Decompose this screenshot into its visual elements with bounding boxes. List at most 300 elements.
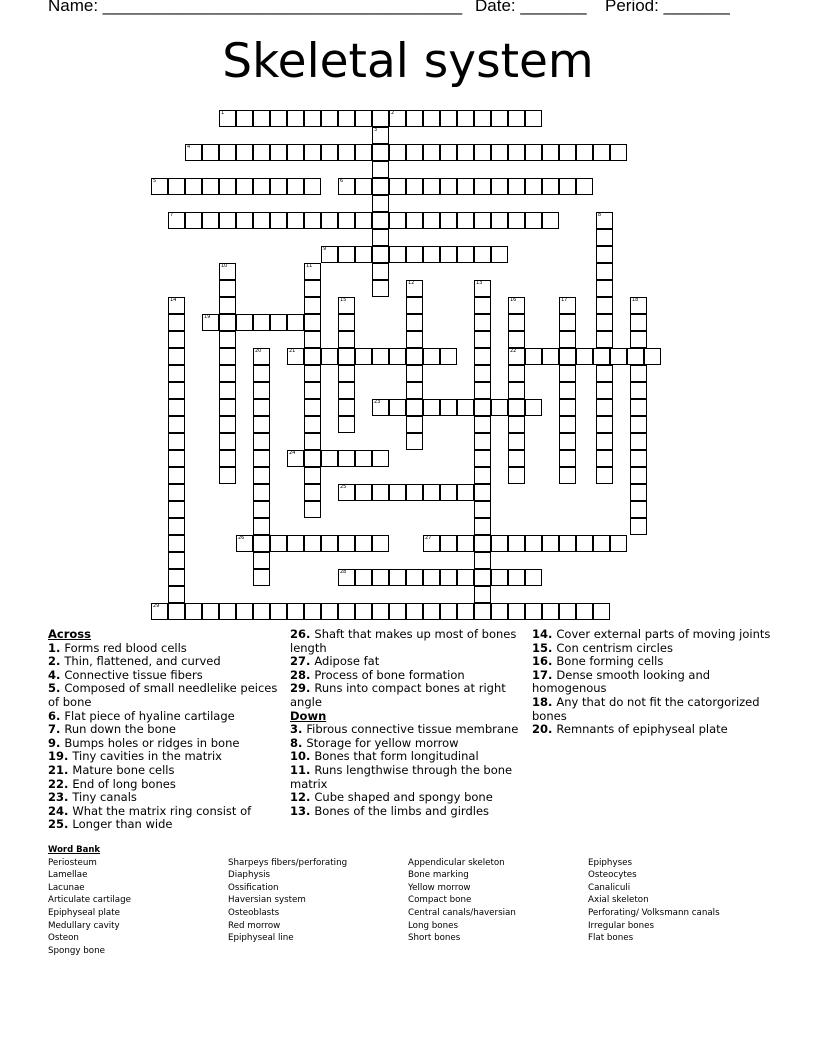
grid-cell[interactable]: [168, 450, 185, 467]
grid-cell[interactable]: [559, 433, 576, 450]
grid-cell[interactable]: [406, 314, 423, 331]
grid-cell[interactable]: [168, 433, 185, 450]
grid-cell[interactable]: [525, 178, 542, 195]
grid-cell[interactable]: [219, 399, 236, 416]
grid-cell[interactable]: [542, 348, 559, 365]
grid-cell[interactable]: [236, 603, 253, 620]
grid-cell[interactable]: [508, 569, 525, 586]
grid-cell[interactable]: [423, 484, 440, 501]
grid-cell[interactable]: [525, 348, 542, 365]
grid-cell[interactable]: [219, 178, 236, 195]
grid-cell[interactable]: [253, 484, 270, 501]
grid-cell[interactable]: [236, 314, 253, 331]
grid-cell[interactable]: [542, 178, 559, 195]
grid-cell[interactable]: [168, 586, 185, 603]
grid-cell[interactable]: [474, 331, 491, 348]
grid-cell[interactable]: [253, 535, 270, 552]
grid-cell[interactable]: [168, 382, 185, 399]
grid-cell[interactable]: [559, 535, 576, 552]
grid-cell[interactable]: [457, 535, 474, 552]
grid-cell[interactable]: [321, 144, 338, 161]
grid-cell[interactable]: [355, 212, 372, 229]
grid-cell[interactable]: [474, 450, 491, 467]
grid-cell[interactable]: [630, 314, 647, 331]
grid-cell[interactable]: [372, 246, 389, 263]
grid-cell[interactable]: [491, 569, 508, 586]
name-field[interactable]: Name: ______________________________________: [48, 0, 463, 15]
grid-cell[interactable]: [508, 314, 525, 331]
grid-cell[interactable]: [406, 297, 423, 314]
grid-cell[interactable]: [474, 467, 491, 484]
grid-cell[interactable]: [338, 603, 355, 620]
grid-cell[interactable]: [440, 212, 457, 229]
grid-cell[interactable]: [287, 178, 304, 195]
grid-cell[interactable]: [491, 144, 508, 161]
grid-cell[interactable]: [304, 280, 321, 297]
grid-cell[interactable]: [168, 178, 185, 195]
grid-cell[interactable]: [474, 416, 491, 433]
grid-cell[interactable]: [491, 603, 508, 620]
grid-cell[interactable]: [423, 603, 440, 620]
grid-cell[interactable]: [372, 144, 389, 161]
grid-cell[interactable]: [630, 399, 647, 416]
grid-cell[interactable]: [593, 603, 610, 620]
grid-cell[interactable]: [389, 212, 406, 229]
grid-cell[interactable]: [596, 450, 613, 467]
grid-cell[interactable]: [287, 535, 304, 552]
grid-cell[interactable]: [630, 382, 647, 399]
grid-cell[interactable]: [406, 212, 423, 229]
grid-cell[interactable]: [202, 144, 219, 161]
grid-cell[interactable]: [338, 416, 355, 433]
grid-cell[interactable]: [610, 144, 627, 161]
grid-cell[interactable]: [219, 348, 236, 365]
grid-cell[interactable]: [355, 603, 372, 620]
grid-cell[interactable]: [389, 144, 406, 161]
grid-cell[interactable]: [440, 569, 457, 586]
grid-cell[interactable]: [593, 348, 610, 365]
grid-cell[interactable]: [270, 110, 287, 127]
grid-cell[interactable]: [440, 535, 457, 552]
date-field[interactable]: Date: _______: [475, 0, 587, 15]
grid-cell[interactable]: [491, 399, 508, 416]
grid-cell[interactable]: [627, 348, 644, 365]
grid-cell[interactable]: [474, 178, 491, 195]
grid-cell[interactable]: [321, 450, 338, 467]
grid-cell[interactable]: [406, 110, 423, 127]
grid-cell[interactable]: [253, 399, 270, 416]
grid-cell[interactable]: [423, 569, 440, 586]
grid-cell[interactable]: [389, 603, 406, 620]
grid-cell[interactable]: [457, 603, 474, 620]
grid-cell[interactable]: [508, 365, 525, 382]
grid-cell[interactable]: [596, 297, 613, 314]
grid-cell[interactable]: [596, 467, 613, 484]
grid-cell[interactable]: [304, 467, 321, 484]
grid-cell[interactable]: [287, 212, 304, 229]
grid-cell[interactable]: [596, 229, 613, 246]
grid-cell[interactable]: [304, 144, 321, 161]
grid-cell[interactable]: [406, 603, 423, 620]
grid-cell[interactable]: [355, 450, 372, 467]
grid-cell[interactable]: [474, 348, 491, 365]
grid-cell[interactable]: [338, 365, 355, 382]
grid-cell[interactable]: [525, 535, 542, 552]
grid-cell[interactable]: [168, 535, 185, 552]
grid-cell[interactable]: [338, 212, 355, 229]
grid-cell[interactable]: [372, 178, 389, 195]
grid-cell[interactable]: [491, 535, 508, 552]
grid-cell[interactable]: [389, 569, 406, 586]
grid-cell[interactable]: [406, 365, 423, 382]
grid-cell[interactable]: [508, 416, 525, 433]
grid-cell[interactable]: [440, 399, 457, 416]
grid-cell[interactable]: [321, 603, 338, 620]
grid-cell[interactable]: [287, 144, 304, 161]
grid-cell[interactable]: [596, 263, 613, 280]
grid-cell[interactable]: [219, 603, 236, 620]
grid-cell[interactable]: [559, 331, 576, 348]
grid-cell[interactable]: [423, 399, 440, 416]
grid-cell[interactable]: [168, 314, 185, 331]
grid-cell[interactable]: [253, 178, 270, 195]
grid-cell[interactable]: [338, 331, 355, 348]
grid-cell[interactable]: [406, 246, 423, 263]
grid-cell[interactable]: [219, 144, 236, 161]
grid-cell[interactable]: [423, 178, 440, 195]
grid-cell[interactable]: [338, 382, 355, 399]
grid-cell[interactable]: [474, 212, 491, 229]
grid-cell[interactable]: [372, 263, 389, 280]
grid-cell[interactable]: [185, 212, 202, 229]
grid-cell[interactable]: [630, 467, 647, 484]
grid-cell[interactable]: [355, 569, 372, 586]
grid-cell[interactable]: [355, 246, 372, 263]
grid-cell[interactable]: [372, 195, 389, 212]
grid-cell[interactable]: [596, 331, 613, 348]
grid-cell[interactable]: [389, 399, 406, 416]
grid-cell[interactable]: [576, 603, 593, 620]
grid-cell[interactable]: [406, 416, 423, 433]
grid-cell[interactable]: [338, 535, 355, 552]
grid-cell[interactable]: [508, 467, 525, 484]
grid-cell[interactable]: [423, 212, 440, 229]
grid-cell[interactable]: [304, 535, 321, 552]
grid-cell[interactable]: [389, 348, 406, 365]
grid-cell[interactable]: [406, 348, 423, 365]
grid-cell[interactable]: [355, 178, 372, 195]
grid-cell[interactable]: [372, 161, 389, 178]
grid-cell[interactable]: [355, 144, 372, 161]
grid-cell[interactable]: [406, 484, 423, 501]
grid-cell[interactable]: [596, 246, 613, 263]
grid-cell[interactable]: [491, 178, 508, 195]
grid-cell[interactable]: [630, 416, 647, 433]
grid-cell[interactable]: [304, 331, 321, 348]
grid-cell[interactable]: [542, 212, 559, 229]
grid-cell[interactable]: [406, 399, 423, 416]
grid-cell[interactable]: [596, 280, 613, 297]
grid-cell[interactable]: [630, 433, 647, 450]
grid-cell[interactable]: [355, 484, 372, 501]
grid-cell[interactable]: [219, 331, 236, 348]
grid-cell[interactable]: [474, 501, 491, 518]
grid-cell[interactable]: [525, 212, 542, 229]
grid-cell[interactable]: [630, 365, 647, 382]
grid-cell[interactable]: [457, 212, 474, 229]
grid-cell[interactable]: [304, 484, 321, 501]
grid-cell[interactable]: [202, 178, 219, 195]
grid-cell[interactable]: [440, 144, 457, 161]
grid-cell[interactable]: [219, 365, 236, 382]
grid-cell[interactable]: [185, 603, 202, 620]
period-field[interactable]: Period: _______: [605, 0, 730, 15]
grid-cell[interactable]: [406, 382, 423, 399]
grid-cell[interactable]: [253, 518, 270, 535]
grid-cell[interactable]: [406, 569, 423, 586]
grid-cell[interactable]: [168, 399, 185, 416]
grid-cell[interactable]: [559, 144, 576, 161]
grid-cell[interactable]: [559, 416, 576, 433]
grid-cell[interactable]: [508, 144, 525, 161]
grid-cell[interactable]: [440, 110, 457, 127]
grid-cell[interactable]: [168, 467, 185, 484]
grid-cell[interactable]: [440, 484, 457, 501]
grid-cell[interactable]: [372, 280, 389, 297]
grid-cell[interactable]: [236, 178, 253, 195]
grid-cell[interactable]: [423, 144, 440, 161]
grid-cell[interactable]: [168, 501, 185, 518]
grid-cell[interactable]: [253, 552, 270, 569]
grid-cell[interactable]: [474, 382, 491, 399]
grid-cell[interactable]: [304, 297, 321, 314]
grid-cell[interactable]: [457, 246, 474, 263]
grid-cell[interactable]: [304, 501, 321, 518]
grid-cell[interactable]: [321, 535, 338, 552]
grid-cell[interactable]: [508, 433, 525, 450]
grid-cell[interactable]: [474, 586, 491, 603]
grid-cell[interactable]: [525, 603, 542, 620]
grid-cell[interactable]: [168, 484, 185, 501]
grid-cell[interactable]: [372, 212, 389, 229]
grid-cell[interactable]: [474, 552, 491, 569]
grid-cell[interactable]: [630, 518, 647, 535]
grid-cell[interactable]: [423, 246, 440, 263]
grid-cell[interactable]: [474, 297, 491, 314]
grid-cell[interactable]: [610, 535, 627, 552]
grid-cell[interactable]: [338, 144, 355, 161]
grid-cell[interactable]: [304, 382, 321, 399]
grid-cell[interactable]: [304, 314, 321, 331]
grid-cell[interactable]: [559, 399, 576, 416]
grid-cell[interactable]: [593, 535, 610, 552]
grid-cell[interactable]: [236, 144, 253, 161]
grid-cell[interactable]: [596, 365, 613, 382]
grid-cell[interactable]: [338, 314, 355, 331]
grid-cell[interactable]: [596, 399, 613, 416]
grid-cell[interactable]: [253, 450, 270, 467]
grid-cell[interactable]: [168, 603, 185, 620]
grid-cell[interactable]: [474, 246, 491, 263]
grid-cell[interactable]: [338, 110, 355, 127]
grid-cell[interactable]: [508, 212, 525, 229]
grid-cell[interactable]: [168, 416, 185, 433]
grid-cell[interactable]: [270, 603, 287, 620]
grid-cell[interactable]: [576, 535, 593, 552]
grid-cell[interactable]: [287, 314, 304, 331]
grid-cell[interactable]: [355, 110, 372, 127]
grid-cell[interactable]: [440, 246, 457, 263]
grid-cell[interactable]: [304, 450, 321, 467]
grid-cell[interactable]: [253, 365, 270, 382]
grid-cell[interactable]: [457, 144, 474, 161]
grid-cell[interactable]: [508, 399, 525, 416]
grid-cell[interactable]: [304, 365, 321, 382]
grid-cell[interactable]: [168, 569, 185, 586]
grid-cell[interactable]: [474, 433, 491, 450]
grid-cell[interactable]: [372, 603, 389, 620]
grid-cell[interactable]: [423, 348, 440, 365]
grid-cell[interactable]: [596, 433, 613, 450]
grid-cell[interactable]: [270, 212, 287, 229]
grid-cell[interactable]: [559, 450, 576, 467]
grid-cell[interactable]: [474, 518, 491, 535]
grid-cell[interactable]: [338, 399, 355, 416]
grid-cell[interactable]: [168, 331, 185, 348]
grid-cell[interactable]: [253, 110, 270, 127]
grid-cell[interactable]: [457, 178, 474, 195]
grid-cell[interactable]: [423, 110, 440, 127]
grid-cell[interactable]: [253, 603, 270, 620]
grid-cell[interactable]: [559, 314, 576, 331]
grid-cell[interactable]: [304, 433, 321, 450]
grid-cell[interactable]: [270, 144, 287, 161]
grid-cell[interactable]: [253, 144, 270, 161]
grid-cell[interactable]: [372, 535, 389, 552]
grid-cell[interactable]: [508, 110, 525, 127]
grid-cell[interactable]: [253, 501, 270, 518]
grid-cell[interactable]: [542, 603, 559, 620]
grid-cell[interactable]: [219, 450, 236, 467]
grid-cell[interactable]: [525, 569, 542, 586]
grid-cell[interactable]: [372, 110, 389, 127]
grid-cell[interactable]: [219, 212, 236, 229]
grid-cell[interactable]: [287, 603, 304, 620]
grid-cell[interactable]: [253, 314, 270, 331]
grid-cell[interactable]: [525, 144, 542, 161]
grid-cell[interactable]: [474, 110, 491, 127]
grid-cell[interactable]: [474, 484, 491, 501]
grid-cell[interactable]: [508, 178, 525, 195]
grid-cell[interactable]: [559, 603, 576, 620]
grid-cell[interactable]: [630, 484, 647, 501]
grid-cell[interactable]: [219, 280, 236, 297]
grid-cell[interactable]: [253, 569, 270, 586]
grid-cell[interactable]: [474, 569, 491, 586]
grid-cell[interactable]: [576, 144, 593, 161]
grid-cell[interactable]: [372, 348, 389, 365]
grid-cell[interactable]: [457, 110, 474, 127]
grid-cell[interactable]: [491, 246, 508, 263]
grid-cell[interactable]: [355, 348, 372, 365]
grid-cell[interactable]: [576, 348, 593, 365]
grid-cell[interactable]: [304, 603, 321, 620]
grid-cell[interactable]: [253, 416, 270, 433]
grid-cell[interactable]: [270, 535, 287, 552]
grid-cell[interactable]: [270, 178, 287, 195]
grid-cell[interactable]: [304, 110, 321, 127]
grid-cell[interactable]: [219, 297, 236, 314]
grid-cell[interactable]: [440, 603, 457, 620]
grid-cell[interactable]: [219, 467, 236, 484]
grid-cell[interactable]: [219, 416, 236, 433]
grid-cell[interactable]: [440, 348, 457, 365]
grid-cell[interactable]: [508, 603, 525, 620]
grid-cell[interactable]: [576, 178, 593, 195]
grid-cell[interactable]: [168, 365, 185, 382]
grid-cell[interactable]: [338, 246, 355, 263]
grid-cell[interactable]: [406, 144, 423, 161]
grid-cell[interactable]: [559, 382, 576, 399]
grid-cell[interactable]: [168, 518, 185, 535]
grid-cell[interactable]: [389, 178, 406, 195]
grid-cell[interactable]: [253, 433, 270, 450]
grid-cell[interactable]: [304, 348, 321, 365]
grid-cell[interactable]: [253, 212, 270, 229]
grid-cell[interactable]: [596, 314, 613, 331]
grid-cell[interactable]: [202, 603, 219, 620]
grid-cell[interactable]: [355, 535, 372, 552]
grid-cell[interactable]: [236, 110, 253, 127]
grid-cell[interactable]: [457, 399, 474, 416]
grid-cell[interactable]: [406, 178, 423, 195]
grid-cell[interactable]: [440, 178, 457, 195]
grid-cell[interactable]: [219, 433, 236, 450]
grid-cell[interactable]: [287, 110, 304, 127]
grid-cell[interactable]: [219, 314, 236, 331]
grid-cell[interactable]: [457, 569, 474, 586]
grid-cell[interactable]: [338, 450, 355, 467]
grid-cell[interactable]: [508, 450, 525, 467]
grid-cell[interactable]: [559, 365, 576, 382]
grid-cell[interactable]: [593, 144, 610, 161]
grid-cell[interactable]: [542, 144, 559, 161]
grid-cell[interactable]: [474, 535, 491, 552]
grid-cell[interactable]: [508, 331, 525, 348]
grid-cell[interactable]: [491, 110, 508, 127]
grid-cell[interactable]: [304, 399, 321, 416]
grid-cell[interactable]: [525, 110, 542, 127]
grid-cell[interactable]: [559, 178, 576, 195]
grid-cell[interactable]: [559, 467, 576, 484]
grid-cell[interactable]: [406, 331, 423, 348]
grid-cell[interactable]: [596, 416, 613, 433]
grid-cell[interactable]: [372, 450, 389, 467]
grid-cell[interactable]: [253, 382, 270, 399]
grid-cell[interactable]: [474, 365, 491, 382]
grid-cell[interactable]: [304, 178, 321, 195]
grid-cell[interactable]: [542, 535, 559, 552]
grid-cell[interactable]: [321, 110, 338, 127]
grid-cell[interactable]: [596, 382, 613, 399]
grid-cell[interactable]: [321, 348, 338, 365]
grid-cell[interactable]: [202, 212, 219, 229]
grid-cell[interactable]: [185, 178, 202, 195]
grid-cell[interactable]: [474, 314, 491, 331]
grid-cell[interactable]: [389, 246, 406, 263]
grid-cell[interactable]: [630, 450, 647, 467]
grid-cell[interactable]: [372, 569, 389, 586]
